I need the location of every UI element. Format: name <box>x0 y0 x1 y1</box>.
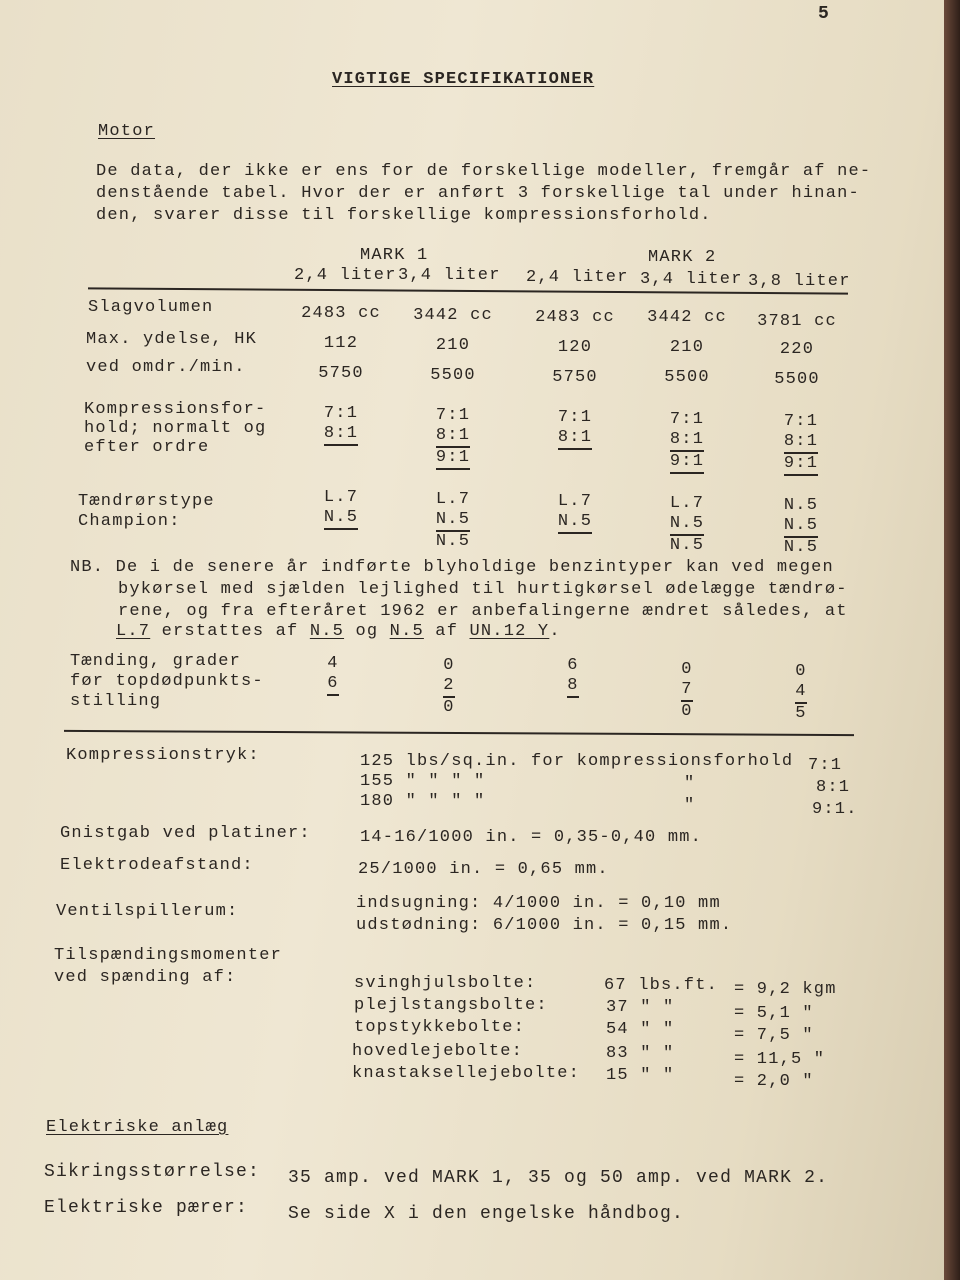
row-label-ydelse: Max. ydelse, HK <box>86 330 258 349</box>
row-label-taending <box>70 652 264 712</box>
kompression-2-a: 7:1 <box>435 406 471 425</box>
header-mark-1: MARK 1 <box>360 246 429 265</box>
sikring-label: Sikringsstørrelse: <box>44 1162 261 1182</box>
kompressionstryk-label: Kompressionstryk: <box>66 746 260 765</box>
elektrode-label: Elektrodeafstand: <box>60 856 254 875</box>
taendror-label-1: Tændrørstype <box>78 492 215 511</box>
gnistgab-value: 14-16/1000 in. = 0,35-0,40 mm. <box>360 828 703 847</box>
kompression-4-c: 9:1 <box>670 452 704 474</box>
taending-4-b: 7 <box>681 680 692 702</box>
taendror-4-b: N.5 <box>670 514 704 536</box>
motor-heading: Motor <box>98 122 156 141</box>
nb-n5-a: N.5 <box>309 622 345 641</box>
nb-text-h: . <box>549 622 561 641</box>
taending-col-4 <box>642 660 732 722</box>
taendror-5-b: N.5 <box>784 516 818 538</box>
kompressionstryk-line-3: 180 " " " " <box>360 792 486 811</box>
taendror-4-c: N.5 <box>669 536 705 555</box>
kompression-col-1 <box>296 404 386 446</box>
taendror-label-2: Champion: <box>78 512 181 531</box>
moment-item-5-name: knastaksellejebolte: <box>352 1064 581 1083</box>
slagvolumen-3: 2483 cc <box>535 308 615 327</box>
taending-4-a: 0 <box>681 660 693 679</box>
moment-item-4-lbs: 83 " " <box>606 1044 675 1063</box>
taending-label-3: stilling <box>70 692 162 711</box>
ydelse-5: 220 <box>779 340 815 359</box>
taending-4-c: 0 <box>681 702 693 721</box>
taendror-3-b: N.5 <box>558 512 592 534</box>
kompression-3-b: 8:1 <box>558 428 592 450</box>
moment-item-1-name: svinghjulsbolte: <box>354 974 537 993</box>
kompression-label-3: efter ordre <box>84 438 210 457</box>
slagvolumen-1: 2483 cc <box>301 304 381 323</box>
taendror-1-a: L.7 <box>323 488 359 507</box>
kompression-label-1: Kompressionsfor- <box>84 400 267 419</box>
taendror-5-c: N.5 <box>783 538 819 557</box>
taending-1-a: 4 <box>327 654 339 673</box>
moment-label-1: Tilspændingsmomenter <box>54 946 283 965</box>
taending-col-1 <box>288 654 378 696</box>
nb-l7: L.7 <box>116 622 151 641</box>
taending-3-b: 8 <box>567 676 578 698</box>
taendror-2-a: L.7 <box>435 490 471 509</box>
kompressionstryk-line-1: 125 lbs/sq.in. for kompressionsforhold <box>360 752 794 771</box>
taending-2-c: 0 <box>443 698 455 717</box>
header-mark-2: MARK 2 <box>648 248 717 267</box>
slagvolumen-2: 3442 cc <box>413 306 493 325</box>
taendror-col-1 <box>296 488 386 530</box>
omdr-5: 5500 <box>774 370 820 389</box>
ydelse-2: 210 <box>435 336 471 355</box>
col-header-1: 2,4 liter <box>294 266 397 285</box>
kompressionstryk-ratio-3: 9:1. <box>812 800 858 819</box>
kompressionstryk-ditto-3: " <box>684 796 696 815</box>
taending-5-c: 5 <box>795 704 807 723</box>
taending-col-3 <box>528 656 618 698</box>
moment-item-4-name: hovedlejebolte: <box>352 1042 524 1061</box>
omdr-2: 5500 <box>430 366 476 385</box>
col-header-5: 3,8 liter <box>748 272 851 291</box>
taending-label-2: før topdødpunkts- <box>70 672 264 691</box>
slagvolumen-5: 3781 cc <box>757 312 837 331</box>
kompression-5-a: 7:1 <box>783 412 819 431</box>
kompression-5-c: 9:1 <box>784 454 818 476</box>
kompressionstryk-ditto-2: " <box>684 774 696 793</box>
taending-label-1: Tænding, grader <box>70 652 242 671</box>
moment-item-2-lbs: 37 " " <box>606 998 675 1017</box>
page-number: 5 <box>818 4 829 24</box>
ventil-line-1: indsugning: 4/1000 in. = 0,10 mm <box>356 894 721 913</box>
kompressionstryk-ratio-1: 7:1 <box>808 756 843 775</box>
ydelse-4: 210 <box>669 338 705 357</box>
kompression-2-c: 9:1 <box>436 448 470 470</box>
kompression-col-3 <box>530 408 620 450</box>
taending-2-b: 2 <box>443 676 454 698</box>
elektrisk-heading: Elektriske anlæg <box>46 1118 229 1137</box>
moment-item-1-kgm: = 9,2 kgm <box>734 980 837 999</box>
kompressionstryk-line-2: 155 " " " " <box>360 772 486 791</box>
omdr-3: 5750 <box>552 368 598 387</box>
ydelse-1: 112 <box>323 334 359 353</box>
intro-line-3: den, svarer disse til forskellige kompressionsforhold. <box>96 206 712 225</box>
kompression-col-2 <box>408 406 498 470</box>
kompression-2-b: 8:1 <box>436 426 470 448</box>
taending-col-5 <box>756 662 846 724</box>
row-label-slagvolumen: Slagvolumen <box>88 298 214 317</box>
taending-1-b: 6 <box>327 674 338 696</box>
taendror-col-4 <box>642 494 732 556</box>
sikring-value: 35 amp. ved MARK 1, 35 og 50 amp. ved MARK 2. <box>288 1168 829 1188</box>
col-header-4: 3,4 liter <box>640 270 743 289</box>
moment-label-2: ved spænding af: <box>54 968 237 987</box>
slagvolumen-4: 3442 cc <box>647 308 727 327</box>
kompression-label-2: hold; normalt og <box>84 419 267 438</box>
nb-n5-b: N.5 <box>389 622 424 641</box>
kompression-1-b: 8:1 <box>324 424 358 446</box>
table-bottom-rule <box>64 730 854 736</box>
omdr-1: 5750 <box>318 364 364 383</box>
gnistgab-label: Gnistgab ved platiner: <box>60 824 311 843</box>
kompression-3-a: 7:1 <box>557 408 593 427</box>
kompressionstryk-ratio-2: 8:1 <box>816 778 851 797</box>
moment-item-3-kgm: = 7,5 " <box>734 1026 814 1045</box>
row-label-omdr: ved omdr./min. <box>86 358 246 377</box>
moment-item-4-kgm: = 11,5 " <box>734 1050 826 1069</box>
taendror-5-a: N.5 <box>783 496 819 515</box>
moment-item-3-lbs: 54 " " <box>606 1020 675 1039</box>
kompression-col-4 <box>642 410 732 474</box>
moment-item-1-lbs: 67 lbs.ft. <box>604 976 719 995</box>
taendror-4-a: L.7 <box>669 494 705 513</box>
ventil-label: Ventilspillerum: <box>56 902 239 921</box>
taending-3-a: 6 <box>567 656 579 675</box>
nb-line-2: bykørsel med sjælden lejlighed til hurtigkørsel ødelægge tændrø- <box>118 580 848 599</box>
nb-un12y: UN.12 Y <box>469 622 550 641</box>
nb-line-4 <box>116 622 561 641</box>
taendror-col-5 <box>756 496 846 558</box>
taendror-2-c: N.5 <box>435 532 471 551</box>
moment-item-5-lbs: 15 " " <box>606 1066 675 1085</box>
page-title: VIGTIGE SPECIFIKATIONER <box>332 70 595 89</box>
taending-5-a: 0 <box>795 662 807 681</box>
col-header-2: 3,4 liter <box>398 266 501 285</box>
kompression-5-b: 8:1 <box>784 432 818 454</box>
paerer-label: Elektriske pærer: <box>44 1198 249 1218</box>
row-label-kompression <box>84 400 266 457</box>
nb-line-1: NB. De i de senere år indførte blyholdige benzintyper kan ved megen <box>70 558 834 577</box>
moment-item-2-name: plejlstangsbolte: <box>354 996 548 1015</box>
taendror-col-3 <box>530 492 620 534</box>
col-header-3: 2,4 liter <box>526 268 629 287</box>
nb-text-b: erstattes af <box>150 622 310 641</box>
nb-text-f: af <box>423 622 470 641</box>
kompression-4-b: 8:1 <box>670 430 704 452</box>
ydelse-3: 120 <box>557 338 593 357</box>
moment-item-2-kgm: = 5,1 " <box>734 1004 814 1023</box>
taendror-1-b: N.5 <box>324 508 358 530</box>
intro-line-2: denstående tabel. Hvor der er anført 3 forskellige tal under hinan- <box>96 184 860 203</box>
nb-text-d: og <box>344 622 390 641</box>
elektrode-value: 25/1000 in. = 0,65 mm. <box>358 860 609 879</box>
taendror-2-b: N.5 <box>436 510 470 532</box>
kompression-col-5 <box>756 412 846 476</box>
kompression-1-a: 7:1 <box>323 404 359 423</box>
taendror-3-a: L.7 <box>557 492 593 511</box>
row-label-taendror <box>78 492 215 532</box>
nb-line-3: rene, og fra efteråret 1962 er anbefalingerne ændret således, at <box>118 602 848 621</box>
moment-item-5-kgm: = 2,0 " <box>734 1072 814 1091</box>
taending-5-b: 4 <box>795 682 806 704</box>
kompression-4-a: 7:1 <box>669 410 705 429</box>
taending-2-a: 0 <box>443 656 455 675</box>
intro-line-1: De data, der ikke er ens for de forskellige modeller, fremgår af ne- <box>96 162 872 181</box>
ventil-line-2: udstødning: 6/1000 in. = 0,15 mm. <box>356 916 733 935</box>
taending-col-2 <box>404 656 494 718</box>
moment-item-3-name: topstykkebolte: <box>354 1018 526 1037</box>
paerer-value: Se side X i den engelske håndbog. <box>288 1204 685 1224</box>
book-binding-edge <box>944 0 960 1280</box>
taendror-col-2 <box>408 490 498 552</box>
omdr-4: 5500 <box>664 368 710 387</box>
